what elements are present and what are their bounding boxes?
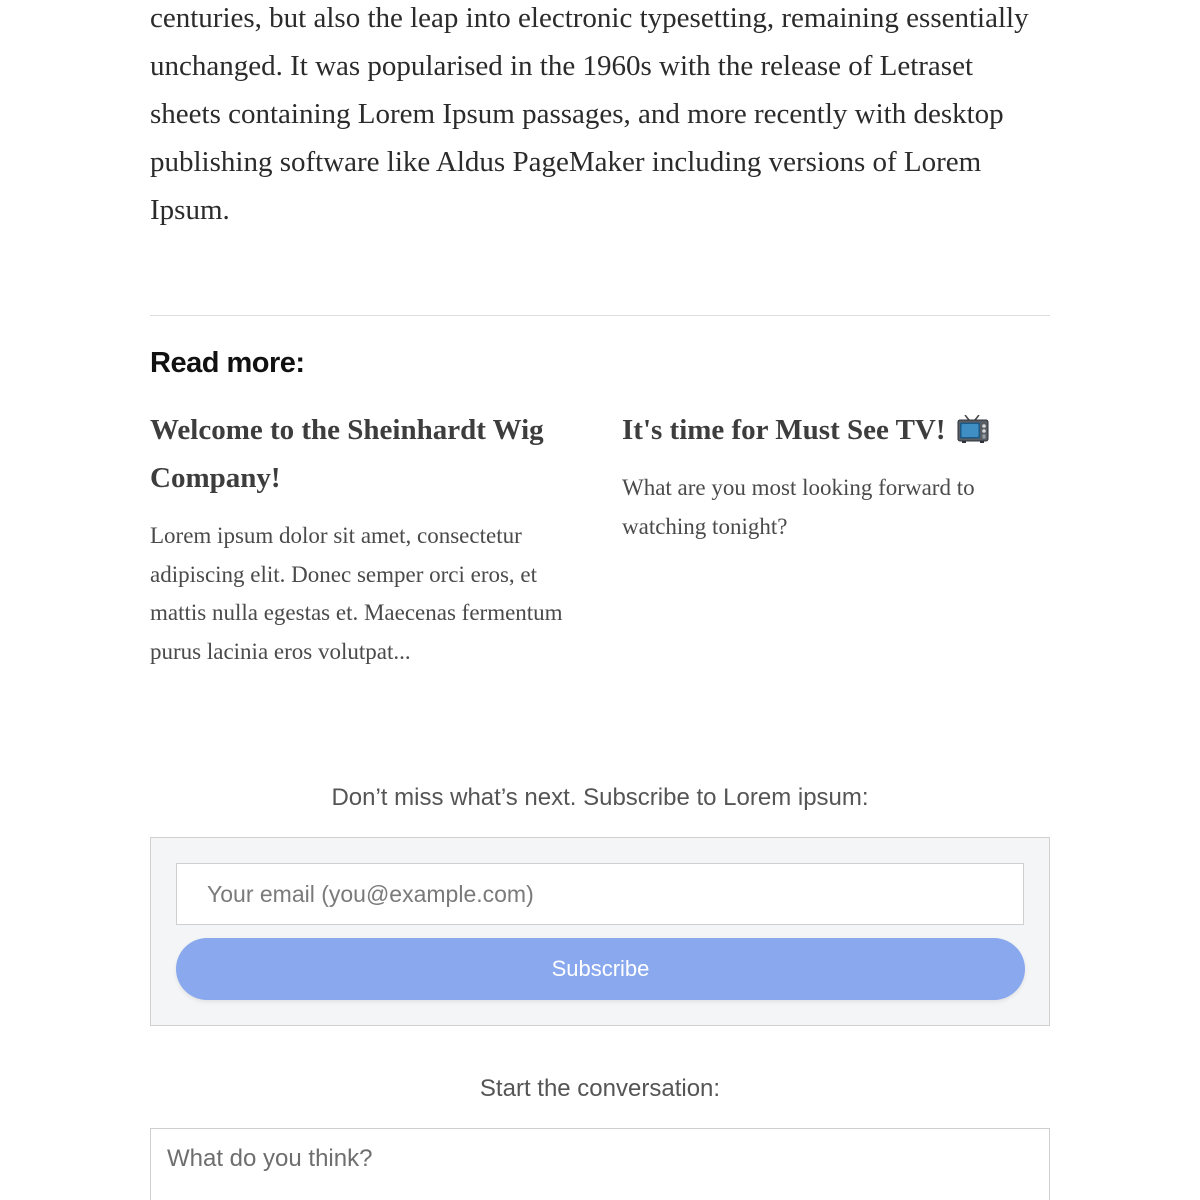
read-more-card[interactable] <box>150 406 578 671</box>
subscribe-prompt: Don’t miss what’s next. Subscribe to Lorem ipsum: <box>331 784 869 811</box>
section-divider <box>150 315 1050 316</box>
article-body-paragraph: centuries, but also the leap into electronic typesetting, remaining essentially unchanged. It was popularised in the 1960s with the release of Letraset sheets containing Lorem Ipsum passages, and more recently with desktop publishing software like Aldus PageMaker including versions of Lorem Ipsum. <box>150 2 1029 226</box>
read-more-card-title[interactable] <box>622 406 1050 454</box>
subscribe-form <box>150 837 1050 1026</box>
read-more-card-excerpt: What are you most looking forward to watching tonight? <box>622 475 975 539</box>
read-more-card-excerpt: Lorem ipsum dolor sit amet, consectetur adipiscing elit. Donec semper orci eros, et mattis nulla egestas et. Maecenas fermentum purus lacinia eros volutpat... <box>150 523 563 664</box>
read-more-card-title[interactable] <box>150 406 578 502</box>
read-more-heading: Read more: <box>150 347 305 379</box>
comment-input[interactable] <box>150 1128 1050 1200</box>
read-more-card-title-text[interactable]: It's time for Must See TV! <box>622 414 946 446</box>
read-more-card[interactable] <box>622 406 1050 546</box>
read-more-card-title-text[interactable]: Welcome to the Sheinhardt Wig Company! <box>150 414 544 494</box>
conversation-prompt: Start the conversation: <box>479 1075 721 1102</box>
email-input[interactable] <box>176 863 1024 925</box>
subscribe-button[interactable]: Subscribe <box>176 938 1025 1000</box>
television-icon <box>957 410 989 438</box>
